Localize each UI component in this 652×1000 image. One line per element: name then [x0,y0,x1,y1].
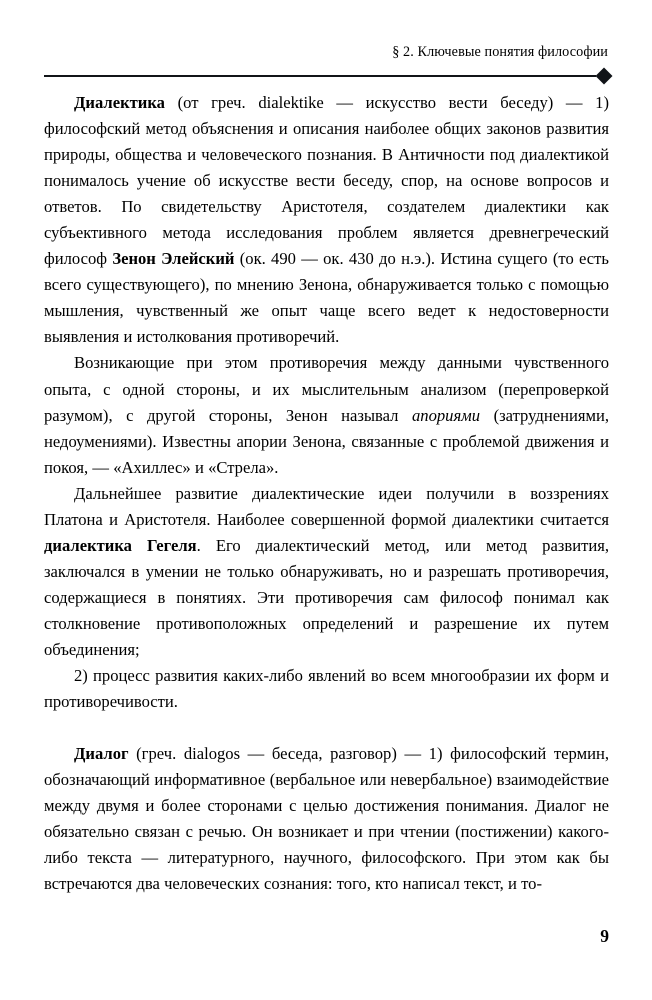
paragraph-aporii [44,350,609,480]
paragraph-gegel-text-1: Дальнейшее развитие диалектические идеи получили в воззрениях Платона и Аристотеля. Наиболее совершенной формой диалектики считается [44,483,609,529]
paragraph-gegel-text-2: . Его диалектический метод, или метод развития, заключался в умении не только обнаруживать, но и разрешать противоречия, содержащиеся в понятиях. Эти противоречия сам философ понимал как столкновение противоположных определений и разрешение их путем объединения; [44,535,609,659]
paragraph-aporii-text-1: Возникающие при этом противоречия между данными чувственного опыта, с одной стороны, и их мыслительным анализом (перепроверкой разумом), с другой стороны, Зенон называл [44,353,609,425]
header-rule-group [44,70,610,84]
body-text-column [44,90,609,897]
term-dialektika-gegelya: диалектика Гегеля [44,535,197,555]
term-aporiyami: апориями [411,405,481,425]
page-number: 9 [600,926,609,946]
term-dialog: Диалог [74,744,129,764]
paragraph-dialektika-text-2: (ок. 490 — ок. 430 до н.э.). Истина сущего (то есть всего существующего), по мнению Зенона, обнаруживается только с помощью мышления, чувственный же опыт чаще всего ведет к недостоверности выявления и истолкования противоречий. [44,249,609,347]
term-zenon-eleiskiy: Зенон Элейский [112,249,235,269]
paragraph-dialog [44,741,609,897]
paragraph-dialektika [44,90,609,350]
diamond-ornament-icon [596,68,613,85]
paragraph-sense-two [44,663,609,715]
term-dialektika: Диалектика [74,93,165,112]
header-horizontal-rule [44,75,596,77]
paragraph-aporii-text-2: (затруднениями, недоумениями). Известны апории Зенона, связанные с проблемой движения и покоя, — «Ахиллес» и «Стрела». [44,405,609,477]
paragraph-dialektika-text-1: (от греч. dialektike — искусство вести беседу) — 1) философский метод объяснения и описания наиболее общих законов развития природы, общества и человеческого познания. В Античности под диалектикой понималось учение об искусстве вести беседу, спор, на основе вопросов и ответов. По свидетельству Аристотеля, создателем диалектики как субъективного метода исследования проблем является древнегреческий философ [44,93,609,269]
running-head: § 2. Ключевые понятия философии [392,44,608,60]
paragraph-dialog-text: (греч. dialogos — беседа, разговор) — 1) философский термин, обозначающий информативное (вербальное или невербальное) взаимодействие между двумя и более сторонами с целью достижения понимания. Диалог не обязательно связан с речью. Он возникает и при чтении (постижении) какого-либо текста — литературного, научного, философского. При этом как бы встречаются два человеческих сознания: того, кто написал текст, и то- [44,744,609,894]
paragraph-gegel [44,481,609,663]
paragraph-sense-two-text: 2) процесс развития каких-либо явлений во всем многообразии их форм и противоречивости. [44,666,609,712]
